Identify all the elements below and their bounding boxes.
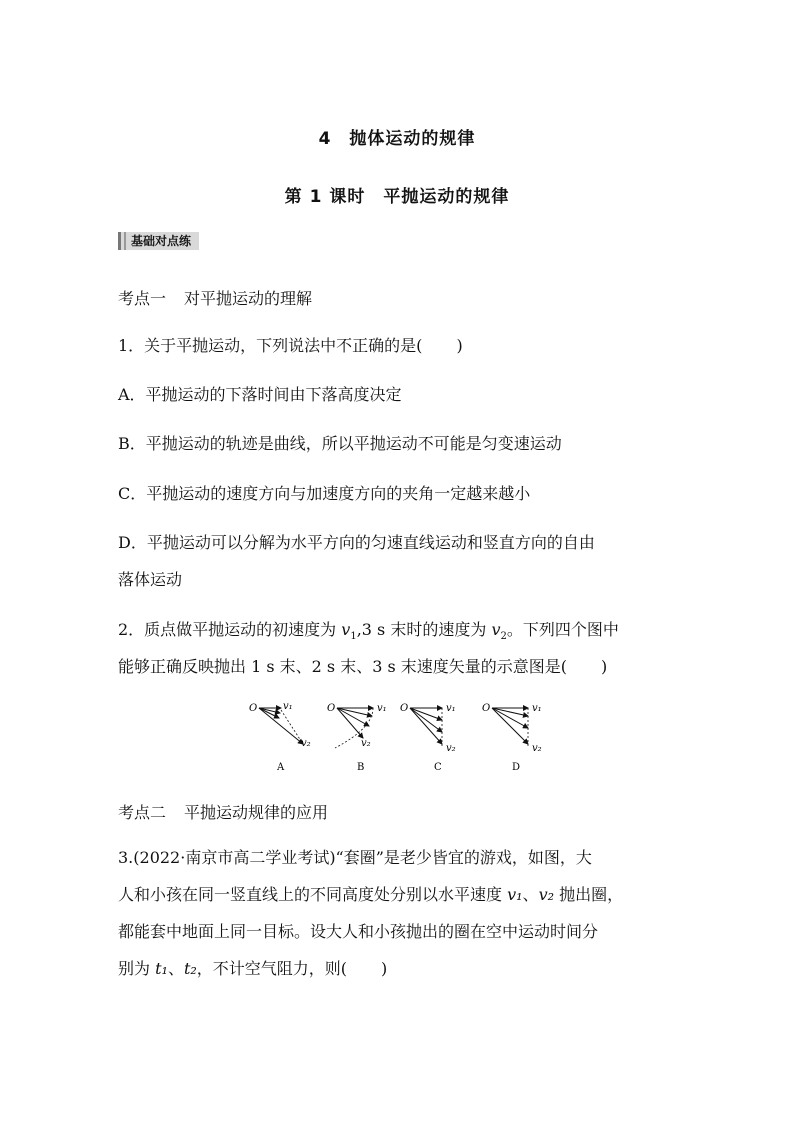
q3-text: 人和小孩在同一竖直线上的不同高度处分别以水平速度: [118, 885, 508, 904]
answer-paren-close: ): [456, 336, 463, 355]
diagram-a: [249, 701, 311, 773]
origin-label: O: [327, 703, 336, 714]
origin-label: O: [482, 703, 491, 714]
var-v: v: [341, 620, 351, 639]
panel-label: B: [357, 762, 365, 773]
q3-text: ，不计空气阻力，则(: [196, 959, 348, 978]
var-v2: v₂: [538, 885, 555, 904]
var-t2: t₂: [183, 959, 197, 978]
subscript: 1: [350, 631, 357, 643]
question-1-stem: [118, 336, 463, 356]
option-c: C．平抛运动的速度方向与加速度方向的夹角一定越来越小: [118, 484, 531, 503]
v2-label: v₂: [301, 738, 311, 749]
option-b: B．平抛运动的轨迹是曲线，所以平抛运动不可能是匀变速运动: [118, 434, 562, 453]
v1-label: v₁: [283, 701, 293, 712]
answer-paren-close: ): [601, 657, 608, 676]
section-label: 考点一: [118, 289, 167, 308]
origin-label: O: [400, 703, 409, 714]
q2-text: 能够正确反映抛出 1 s 末、2 s 末、3 s 末速度矢量的示意图是(: [118, 657, 568, 676]
var-v1: v₁: [507, 885, 523, 904]
option-d-line2: 落体运动: [118, 570, 183, 589]
v1-label: v₁: [377, 703, 387, 714]
panel-label: C: [434, 762, 442, 773]
velocity-diagram-figure: [245, 698, 555, 778]
panel-label: A: [277, 762, 285, 773]
badge-bar: [124, 232, 126, 250]
section-heading-1: [118, 286, 312, 309]
answer-paren-close: ): [381, 959, 388, 978]
question-2-line1: [118, 620, 619, 647]
origin-label: O: [249, 703, 258, 714]
q2-text: ,3 s 末时的速度为: [356, 620, 492, 639]
v2-label: v₂: [361, 738, 371, 749]
section-badge: [118, 232, 199, 250]
question-3-line1: 3.(2022·南京市高二学业考试)“套圈”是老少皆宜的游戏，如图，大: [118, 848, 592, 867]
q3-text: 抛出圈，: [554, 885, 624, 904]
section-text: 对平抛运动的理解: [184, 289, 313, 308]
var-v: v: [491, 620, 501, 639]
v2-label: v₂: [446, 743, 456, 754]
question-2-line2: [118, 657, 607, 677]
section-heading-2: [118, 800, 328, 823]
var-t1: t₁: [155, 959, 168, 978]
diagram-c: [400, 703, 456, 773]
option-a: A．平抛运动的下落时间由下落高度决定: [118, 385, 402, 404]
v1-label: v₁: [532, 703, 542, 714]
q3-text: 别为: [118, 959, 156, 978]
chapter-title: 4 抛体运动的规律: [318, 129, 476, 149]
q2-text: 2．质点做平抛运动的初速度为: [118, 620, 342, 639]
question-3-line2: [118, 885, 623, 905]
lesson-title: 第 1 课时 平抛运动的规律: [284, 187, 510, 207]
diagram-d: [482, 703, 542, 773]
q2-text: 。下列四个图中: [506, 620, 619, 639]
separator: 、: [167, 959, 184, 978]
v1-label: v₁: [446, 703, 456, 714]
option-d-line1: D．平抛运动可以分解为水平方向的匀速直线运动和竖直方向的自由: [118, 533, 595, 552]
v2-label: v₂: [532, 743, 542, 754]
badge-label: 基础对点练: [131, 234, 192, 248]
section-label: 考点二: [118, 803, 167, 822]
separator: 、: [522, 885, 539, 904]
subscript: 2: [500, 631, 507, 643]
panel-label: D: [512, 762, 521, 773]
question-3-line3: 都能套中地面上同一目标。设大人和小孩抛出的圈在空中运动时间分: [118, 922, 599, 941]
diagram-b: [327, 703, 387, 773]
question-3-line4: [118, 959, 387, 979]
section-text: 平抛运动规律的应用: [184, 803, 329, 822]
stem-text: 1．关于平抛运动，下列说法中不正确的是(: [118, 336, 423, 355]
